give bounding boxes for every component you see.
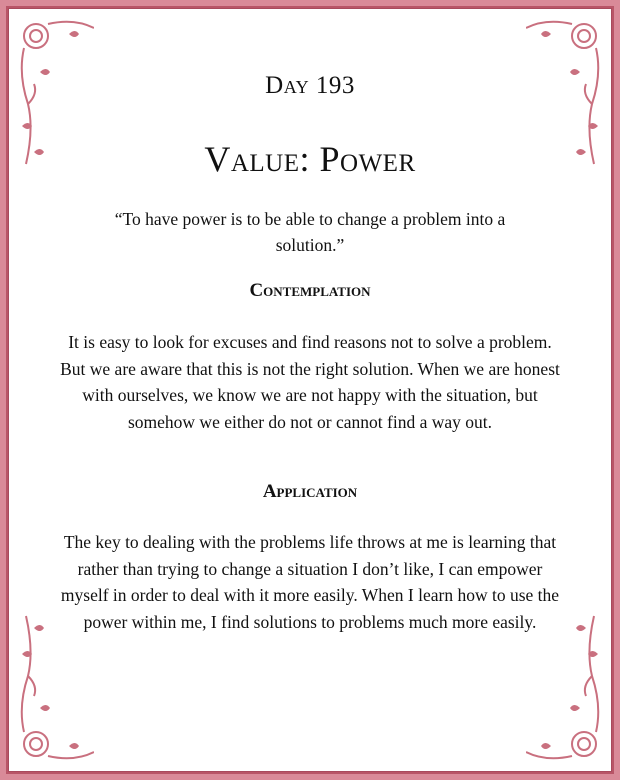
application-text: The key to dealing with the problems life throws at me is learning that rather than trying to change a situation I don’t like, I can empower myself in order to deal with it more easily. When I learn how to use the power within me, I find solutions to problems much more easily. (60, 532, 560, 632)
quote: “To have power is to be able to change a problem into a solution.” (114, 209, 506, 255)
contemplation-text: It is easy to look for excuses and find reasons not to solve a problem. But we are aware that this is not the right solution. When we are honest with ourselves, we know we are not happy with the situation, but somehow we either do not or cannot find a way out. (60, 332, 560, 432)
application-heading: Application (262, 481, 358, 502)
page-title: Value: Power (204, 139, 416, 179)
day-label: Day 193 (265, 72, 355, 99)
contemplation-heading: Contemplation (249, 280, 371, 301)
